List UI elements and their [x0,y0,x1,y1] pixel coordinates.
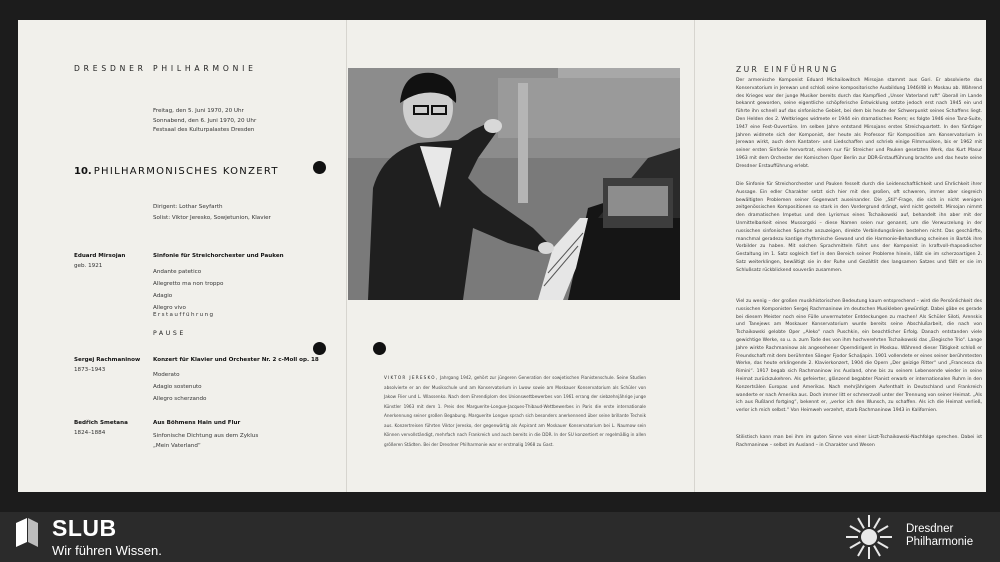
movement: Andante patetico [153,269,202,275]
intro-paragraph: Stilistisch kann man bei ihm im guten Sinne von einer Liszt-Tschaikowski-Nachfolge sprechen. Dabei ist Rachmaninow – selbst im Ausland – in Charakter und Wesen [736,435,982,448]
date-line-1: Freitag, den 5. Juni 1970, 20 Uhr [153,108,244,114]
orchestra-logo-line-2: Philharmonie [906,536,974,548]
movement: Allegro vivo [153,305,186,311]
date-line-2: Sonnabend, den 6. Juni 1970, 20 Uhr [153,117,257,124]
movement: Adagio sostenuto [153,384,202,390]
slub-book-icon [16,518,38,548]
library-tagline: Wir führen Wissen. [52,543,162,558]
library-name: SLUB [52,515,117,541]
pianist-photo [348,68,680,300]
soloist-biography [384,373,646,449]
composer-dates: 1873–1943 [74,367,106,373]
orchestra-logo-line-1: Dresdner [906,523,954,535]
pause-label: PAUSE [153,330,186,337]
composer-block [74,418,128,438]
composer-name: Bedřich Smetana [74,420,128,426]
work-title: Sinfonie für Streichorchester und Pauken [153,253,284,259]
punch-hole [373,342,386,355]
program-leaflet [18,20,986,492]
fold-line-left [346,20,347,492]
intro-paragraph: Der armenische Komponist Eduard Michailowitsch Mirsojan stammt aus Gori. Er absolvierte das Konservatorium in Jerewan und schloß seine kompositorische Ausbildung 1946/48 in Moskau ab. Während des Krieges war der junge Musiker bereits durch das Kampflied „Unser Vaterland ruft“ überall im Lande bekannt geworden, seine eigentliche schöpferische Entwicklung setzte jedoch erst nach 1945 ein und führte ihn schnell auf das sinfonische Gebiet, bei dem bis heute der Schwerpunkt seines Schaffens liegt. Den Helden des 2. Weltkrieges widmete er 1944 ein dramatisches Poem; es folgte 1946 eine Tanz-Suite, 1947 eine Fest-Ouvertüre. Im selben Jahre entstand Mirsojans erstes Streichquartett. In den fünfziger Jahren widmete sich der Komponist, der heute als Professor für Komposition am Konservatorium in Jerewan wirkt, auch dem Kantaten- und Liedschaffen und schrieb einige Filmmusiken, bis er 1962 mit seiner ersten Sinfonie hervortrat, einem nur für Streicher und Pauken gesetzten Werk, das Kurt Masur 1963 mit dem Orchester der Komischen Oper Berlin zur DDR-Erstaufführung brachte und das heute seine Dresdner Erstaufführung erlebt. [736,78,982,169]
orchestra-title: DRESDNER PHILHARMONIE [74,64,257,73]
intro-paragraph: Viel zu wenig – der großen musikhistorischen Bedeutung kaum entsprechend – wird die Persönlichkeit des russischen Komponisten Sergej Rachmaninow im deutschen Musikleben gewürdigt. Dabei gäbe es gerade bei diesem Meister noch eine Fülle unvermuteter Entdeckungen zu machen! Als Schüler Siloti, Arenskis und Tanejews am Moskauer Konservatorium wurde bereits seine Abschlußarbeit, die nach von Tschaikowski gelobte Oper „Aleko“ nach Puschkin, ein beachtlicher Erfolg. Danach entstanden viele gewichtige Werke, so u. a. zum Tode des von ihm hochverehrten Tschaikowski das „Elegische Trio“. Lange Jahre wirkte Rachmaninow als angesehener Operndirigent in Moskau. Während dieser Tätigkeit schloß er Freundschaft mit dem berühmten Sänger Fjodor Schaljapin. 1901 vollendete er eines seiner berühmtesten Werke, das heute erklingende 2. Klavierkonzert, 1904 die Opern „Der geizige Ritter“ und „Francesca da Rimini“. 1917 begab sich Rachmaninow ins Ausland, ohne bis zu seinem Lebensende wieder in seine Heimat zurückzukehren. Als gefeierter, glänzend begabter Pianist erwarb er internationalen Ruhm in den Konzertsälen Europas und Amerikas. Nach mehrjährigem Aufenthalt in Deutschland und Frankreich wanderte er nach Amerika aus. Doch immer litt er schmerzvoll unter der Trennung von seiner Heimat. „Als ich aus Rußland fortging“, bekennt er, „verlor ich den Wunsch, zu schaffen. Als ich die Heimat verließ, verlor ich mich selbst.“ Von Heimweh verzehrt, starb Rachmaninow 1943 in Kalifornien. [736,299,982,414]
concert-title [74,166,279,177]
orchestra-logo-text [906,523,973,549]
work-block [153,251,343,314]
work-block [153,355,343,405]
footer-bar [0,512,1000,562]
punch-hole [313,161,326,174]
performers [153,202,271,224]
conductor: Dirigent: Lothar Seyfarth [153,204,223,210]
introduction-heading: ZUR EINFÜHRUNG [736,65,839,74]
bio-text: Jahrgang 1942, gehört zur jüngeren Generation der sowjetischen Pianistenschule. Seine Studien absolvierte er an der Musikschule und am Konservatorium in Lwow sowie am Moskauer Konservatorium als Schüler von Jakow Flier und L. Wlassenko. Nach dem Ehrendiplom des Unionswettbewerbes von 1961 errang der siebzehnjährige junge Künstler 1963 mit dem 1. Preis des Marguerite-Longue-Jacques-Thibaud-Wettbewerbes in Paris die erste internationale Anerkennung seiner großen Begabung. Marguerite Longue sprach sich besonders anerkennend über seine brillante Technik aus. Konzertreisen führten Viktor Jeresko, der gegenwärtig als Aspirant am Moskauer Konservatorium bei L. Naumow sein Können vervollständigt, mehrfach nach Frankreich und auch bereits in die DDR. In der SU konzertiert er regelmäßig in allen größeren Städten. Bei der Dresdner Philharmonie war er erstmalig 1968 zu Gast. [384,375,646,447]
composer-block [74,251,125,271]
movement: Moderato [153,372,180,378]
punch-hole [313,342,326,355]
work-title: Aus Böhmens Hain und Flur [153,420,241,426]
premiere-note: Erstaufführung [153,312,215,318]
work-block [153,418,343,451]
composer-name: Eduard Mirsojan [74,253,126,259]
venue: Festsaal des Kulturpalastes Dresden [153,127,255,134]
composer-name: Sergej Rachmaninow [74,357,141,363]
movement: Adagio [153,293,173,299]
work-subtitle: „Mein Vaterland“ [153,442,201,449]
philharmonie-sun-emblem-icon [844,514,894,560]
composer-dates: 1824–1884 [74,430,106,436]
concert-title-text: PHILHARMONISCHES KONZERT [93,166,279,177]
composer-dates: geb. 1921 [74,263,103,269]
concert-dates [153,107,256,136]
composer-block [74,355,140,375]
intro-paragraph: Die Sinfonie für Streichorchester und Pauken fesselt durch die Leidenschaftlichkeit und Ehrlichkeit ihrer Aussage. Ein edler Charakter setzt sich hier mit den großen, oft schweren, immer aber siegreich bewältigten Problemen seiner Gegenwart auseinander. Die „Stil“-Frage, die sich in nicht wenigen zeitgenössischen Kompositionen so stark in den Vordergrund drängt, wird nicht gestellt. Mirsojan nimmt den dramatischen Impetus und den Lyrismus eines Tschaikowski auf, behandelt ihn aber mit der Unmittelbarkeit eines Mussorgski – diese Namen seien nur genannt, um die Verwurzelung in der russischen sinfonischen Sprache anzuzeigen, direkte Verbindungslinien bestehen nicht. Das geschärfte, manchmal geradezu kantige rhythmische Gewand und die Harmonie-Behandlung scheinen in Bartók ihre Vorbilder zu haben. Mit solchen Sprachmitteln führt uns der Komponist in kraftvoll-rhapsodischer Gestaltung im 1. Satz sogleich tief in den Bereich seiner Probleme hinein, läßt sie im scherzoartigen 2. Satz weiterklingen, bewältigt sie in der Ruhe und Gezältlit des langsamen Satzes und fällt er sie im Schlußsatz rückblickend souverän zusammen. [736,182,982,273]
bio-lead: VIKTOR JERESKO, [384,375,439,380]
soloist: Solist: Viktor Jeresko, Sowjetunion, Klavier [153,215,271,221]
work-subtitle: Sinfonische Dichtung aus dem Zyklus [153,433,259,439]
movement: Allegretto ma non troppo [153,281,224,287]
fold-line-right [694,20,695,492]
work-title: Konzert für Klavier und Orchester Nr. 2 c-Moll op. 18 [153,357,319,363]
concert-number: 10. [74,166,92,177]
movement: Allegro scherzando [153,396,207,402]
